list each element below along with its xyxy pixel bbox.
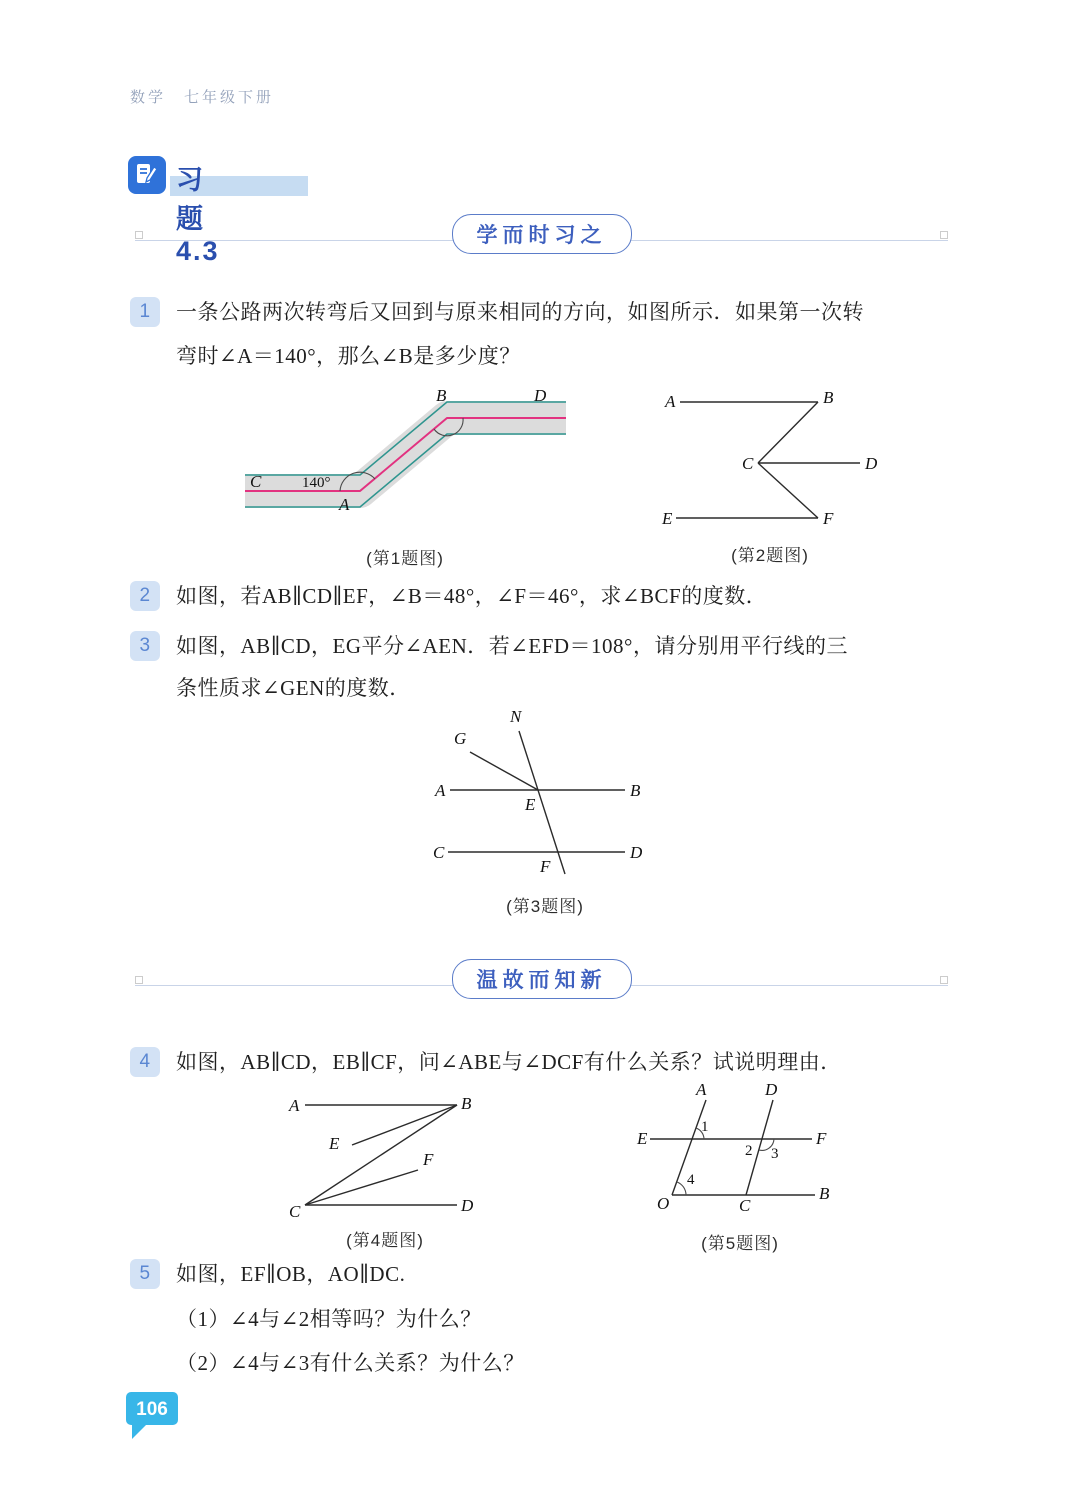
transversal-diagram: [430, 708, 660, 886]
fig3-label-F: F: [540, 857, 551, 876]
notebook-pencil-icon: [128, 156, 166, 194]
figure-4-caption: (第4题图): [346, 1231, 424, 1250]
page-number: 106: [136, 1399, 168, 1420]
problem-number-badge: 1: [130, 297, 160, 327]
fig5-label-E: E: [637, 1129, 648, 1148]
fig2-label-B: B: [823, 388, 834, 407]
figure-1-road-diagram: [240, 388, 570, 569]
fig1-label-C: C: [250, 472, 262, 491]
fig1-label-D: D: [534, 388, 547, 405]
fig3-label-B: B: [630, 781, 641, 800]
problem-4-text: 如图，AB∥CD，EB∥CF，问∠ABE与∠DCF有什么关系？试说明理由．: [176, 1050, 842, 1074]
problem-2-text: 如图，若AB∥CD∥EF，∠B＝48°，∠F＝46°，求∠BCF的度数．: [176, 584, 768, 608]
fig3-label-N: N: [510, 708, 522, 726]
problem-5-text: 如图，EF∥OB，AO∥DC.: [176, 1262, 406, 1286]
fig2-label-A: A: [665, 392, 676, 411]
problem-1: [130, 296, 962, 328]
problem-5: [130, 1258, 962, 1290]
figure-2-caption: (第2题图): [731, 546, 809, 565]
problem-3: [130, 630, 962, 662]
problem-number-badge: 5: [130, 1259, 160, 1289]
fig3-label-G: G: [454, 729, 467, 748]
fig4-label-D: D: [461, 1196, 474, 1215]
figure-2-parallel-lines-diagram: [660, 385, 880, 566]
road-diagram: [240, 388, 570, 538]
figure-5-caption: (第5题图): [701, 1234, 779, 1253]
fig5-label-O: O: [657, 1194, 670, 1213]
problem-number-badge: 2: [130, 581, 160, 611]
problem-5-item-1: （1）∠4与∠2相等吗？为什么？: [176, 1307, 482, 1331]
section-badge-practice: 学而时习之: [452, 214, 632, 254]
fig4-label-C: C: [289, 1202, 301, 1220]
problem-1-text-line2: 弯时∠A＝140°，那么∠B是多少度？: [176, 344, 521, 368]
figure-3-caption: (第3题图): [506, 897, 584, 916]
figure-5-numbered-angles-diagram: [635, 1083, 845, 1254]
corner-mark: [940, 976, 948, 984]
corner-mark: [135, 231, 143, 239]
angles-diagram: [285, 1085, 485, 1220]
problem-1-text-line1: 一条公路两次转弯后又回到与原来相同的方向，如图所示．如果第一次转: [176, 300, 864, 324]
problem-3-text-line1: 如图，AB∥CD，EG平分∠AEN．若∠EFD＝108°，请分别用平行线的三: [176, 634, 848, 658]
fig5-label-F: F: [816, 1129, 827, 1148]
fig5-label-B: B: [819, 1184, 830, 1203]
fig5-angle-3: 3: [771, 1146, 779, 1162]
fig1-label-A: A: [339, 495, 350, 514]
corner-mark: [940, 231, 948, 239]
fig1-label-B: B: [436, 388, 447, 405]
parallel-lines-diagram: [660, 385, 880, 535]
problem-2: [130, 580, 962, 612]
fig3-label-C: C: [433, 843, 445, 862]
fig4-label-F: F: [423, 1150, 434, 1169]
fig5-angle-1: 1: [701, 1119, 709, 1135]
fig2-label-F: F: [823, 509, 834, 528]
fig1-angle-140: 140°: [302, 475, 331, 491]
fig5-label-C: C: [739, 1196, 751, 1215]
fig3-label-D: D: [630, 843, 643, 862]
fig2-label-E: E: [662, 509, 673, 528]
figure-4-angles-diagram: [285, 1085, 485, 1251]
fig5-label-D: D: [765, 1083, 778, 1099]
fig4-label-A: A: [289, 1096, 300, 1115]
fig5-label-A: A: [696, 1083, 707, 1099]
section-divider-review: [135, 968, 948, 992]
numbered-angles-diagram: [635, 1083, 845, 1223]
figure-1-caption: (第1题图): [366, 549, 444, 568]
page-header: 数学 七年级下册: [130, 89, 275, 106]
exercise-title-text: 习题4.3: [176, 165, 220, 266]
section-badge-review: 温故而知新: [452, 959, 632, 999]
problem-5-item-2: （2）∠4与∠3有什么关系？为什么？: [176, 1351, 525, 1375]
fig5-angle-4: 4: [687, 1172, 695, 1188]
page-number-tag: [126, 1392, 180, 1440]
fig5-angle-2: 2: [745, 1143, 753, 1159]
fig3-label-A: A: [435, 781, 446, 800]
figure-3-transversal-diagram: [430, 708, 660, 917]
fig4-label-B: B: [461, 1094, 472, 1113]
corner-mark: [135, 976, 143, 984]
fig2-label-C: C: [742, 454, 754, 473]
problem-4: [130, 1046, 962, 1078]
section-divider-practice: [135, 223, 948, 247]
fig3-label-E: E: [525, 795, 536, 814]
problem-3-text-line2: 条性质求∠GEN的度数．: [176, 676, 411, 700]
problem-number-badge: 4: [130, 1047, 160, 1077]
fig4-label-E: E: [329, 1134, 340, 1153]
problem-number-badge: 3: [130, 631, 160, 661]
fig2-label-D: D: [865, 454, 878, 473]
